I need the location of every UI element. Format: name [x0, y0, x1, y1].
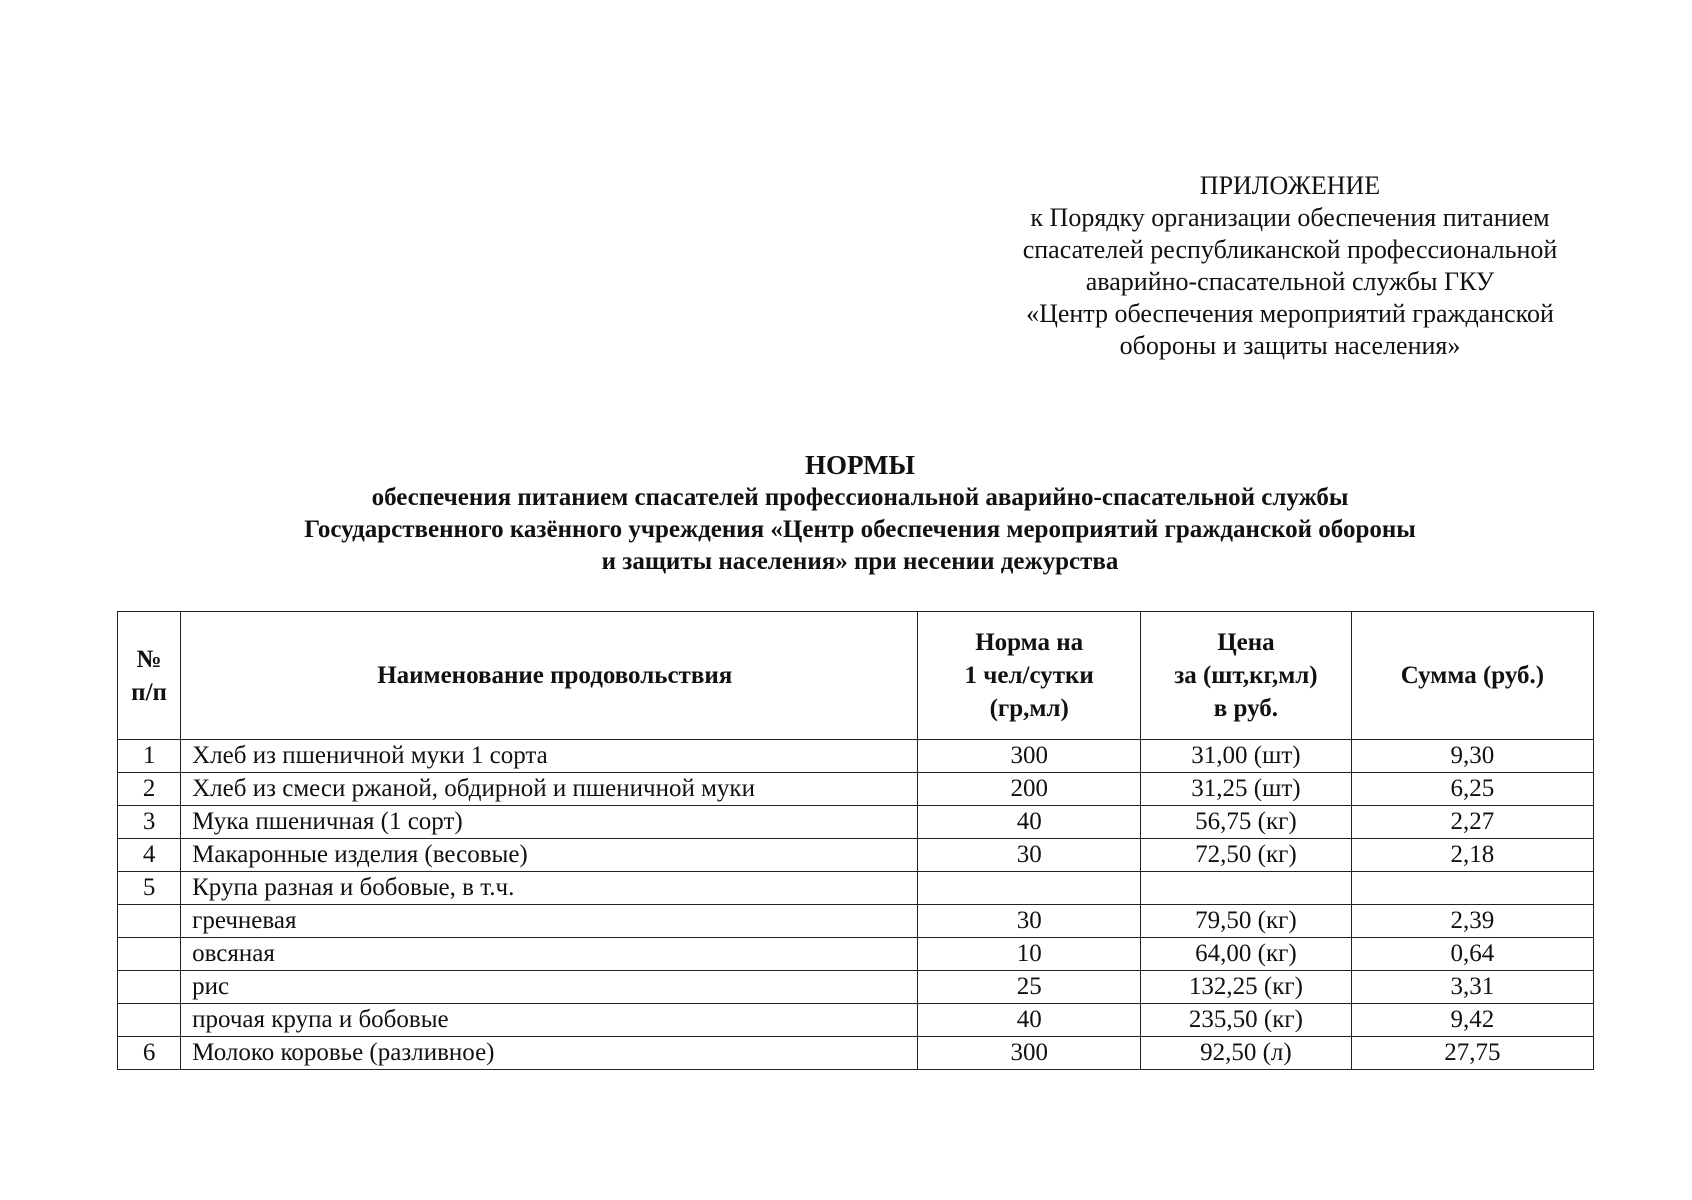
header-num-line: п/п [131, 678, 167, 706]
cell-num: 4 [118, 839, 181, 872]
cell-sum: 2,39 [1351, 905, 1593, 938]
cell-price: 56,75 (кг) [1141, 806, 1352, 839]
cell-sum: 3,31 [1351, 971, 1593, 1004]
cell-norm: 30 [918, 905, 1141, 938]
cell-num: 3 [118, 806, 181, 839]
cell-price: 92,50 (л) [1141, 1037, 1352, 1070]
cell-num: 6 [118, 1037, 181, 1070]
cell-sum: 2,27 [1351, 806, 1593, 839]
header-price [1141, 612, 1352, 740]
cell-num [118, 971, 181, 1004]
cell-price: 31,00 (шт) [1141, 740, 1352, 773]
cell-num [118, 1004, 181, 1037]
cell-name: Молоко коровье (разливное) [181, 1037, 918, 1070]
header-num-line: № [136, 645, 162, 673]
table-row [118, 740, 1594, 773]
table-header-row [118, 612, 1594, 740]
table-row [118, 773, 1594, 806]
appendix-block [970, 170, 1610, 362]
cell-norm: 25 [918, 971, 1141, 1004]
appendix-heading: ПРИЛОЖЕНИЕ [1199, 171, 1381, 200]
cell-price: 31,25 (шт) [1141, 773, 1352, 806]
cell-name: Хлеб из смеси ржаной, обдирной и пшеничной муки [181, 773, 918, 806]
cell-norm: 300 [918, 740, 1141, 773]
header-norm-line: 1 чел/сутки [964, 662, 1094, 689]
table-row [118, 1004, 1594, 1037]
title-line: обеспечения питанием спасателей профессиональной аварийно-спасательной службы [371, 484, 1349, 511]
cell-norm: 300 [918, 1037, 1141, 1070]
appendix-line: «Центр обеспечения мероприятий гражданской [1026, 299, 1554, 328]
cell-price [1141, 872, 1352, 905]
cell-name: прочая крупа и бобовые [181, 1004, 918, 1037]
table-row [118, 872, 1594, 905]
header-num [118, 612, 181, 740]
cell-name: овсяная [181, 938, 918, 971]
header-price-line: Цена [1217, 629, 1275, 656]
cell-num: 2 [118, 773, 181, 806]
cell-norm: 10 [918, 938, 1141, 971]
cell-name: гречневая [181, 905, 918, 938]
cell-num [118, 938, 181, 971]
cell-price: 64,00 (кг) [1141, 938, 1352, 971]
appendix-line: обороны и защиты населения» [1119, 331, 1461, 360]
cell-price: 79,50 (кг) [1141, 905, 1352, 938]
cell-name: рис [181, 971, 918, 1004]
cell-price: 132,25 (кг) [1141, 971, 1352, 1004]
cell-sum [1351, 872, 1593, 905]
title-line: Государственного казённого учреждения «Центр обеспечения мероприятий гражданской обороны [304, 516, 1416, 543]
appendix-line: к Порядку организации обеспечения питанием [1030, 203, 1550, 232]
table-body [118, 740, 1594, 1070]
header-sum-line: Сумма (руб.) [1400, 662, 1545, 689]
cell-norm: 30 [918, 839, 1141, 872]
cell-sum: 0,64 [1351, 938, 1593, 971]
cell-num: 1 [118, 740, 181, 773]
table-row [118, 905, 1594, 938]
title-main: НОРМЫ [805, 450, 915, 480]
header-norm-line: Норма на [975, 629, 1084, 656]
table-row [118, 806, 1594, 839]
cell-name: Крупа разная и бобовые, в т.ч. [181, 872, 918, 905]
document-title [120, 448, 1600, 578]
title-line: и защиты населения» при несении дежурства [601, 548, 1119, 575]
header-norm-line: (гр,мл) [989, 695, 1069, 722]
cell-norm: 40 [918, 1004, 1141, 1037]
table-row [118, 971, 1594, 1004]
header-sum [1351, 612, 1593, 740]
cell-norm: 40 [918, 806, 1141, 839]
cell-num: 5 [118, 872, 181, 905]
header-price-line: за (шт,кг,мл) [1174, 662, 1318, 689]
table-row [118, 1037, 1594, 1070]
cell-price: 72,50 (кг) [1141, 839, 1352, 872]
cell-norm [918, 872, 1141, 905]
cell-price: 235,50 (кг) [1141, 1004, 1352, 1037]
appendix-line: аварийно-спасательной службы ГКУ [1085, 267, 1495, 296]
cell-sum: 9,30 [1351, 740, 1593, 773]
cell-name: Мука пшеничная (1 сорт) [181, 806, 918, 839]
cell-sum: 6,25 [1351, 773, 1593, 806]
header-norm [918, 612, 1141, 740]
cell-sum: 9,42 [1351, 1004, 1593, 1037]
table-row [118, 938, 1594, 971]
header-name [181, 612, 918, 740]
cell-num [118, 905, 181, 938]
appendix-line: спасателей республиканской профессиональной [1022, 235, 1558, 264]
table-row [118, 839, 1594, 872]
cell-sum: 27,75 [1351, 1037, 1593, 1070]
header-price-line: в руб. [1213, 695, 1279, 722]
norms-table [117, 611, 1594, 1070]
header-name-line: Наименование продовольствия [377, 662, 733, 689]
cell-norm: 200 [918, 773, 1141, 806]
cell-name: Макаронные изделия (весовые) [181, 839, 918, 872]
cell-sum: 2,18 [1351, 839, 1593, 872]
cell-name: Хлеб из пшеничной муки 1 сорта [181, 740, 918, 773]
